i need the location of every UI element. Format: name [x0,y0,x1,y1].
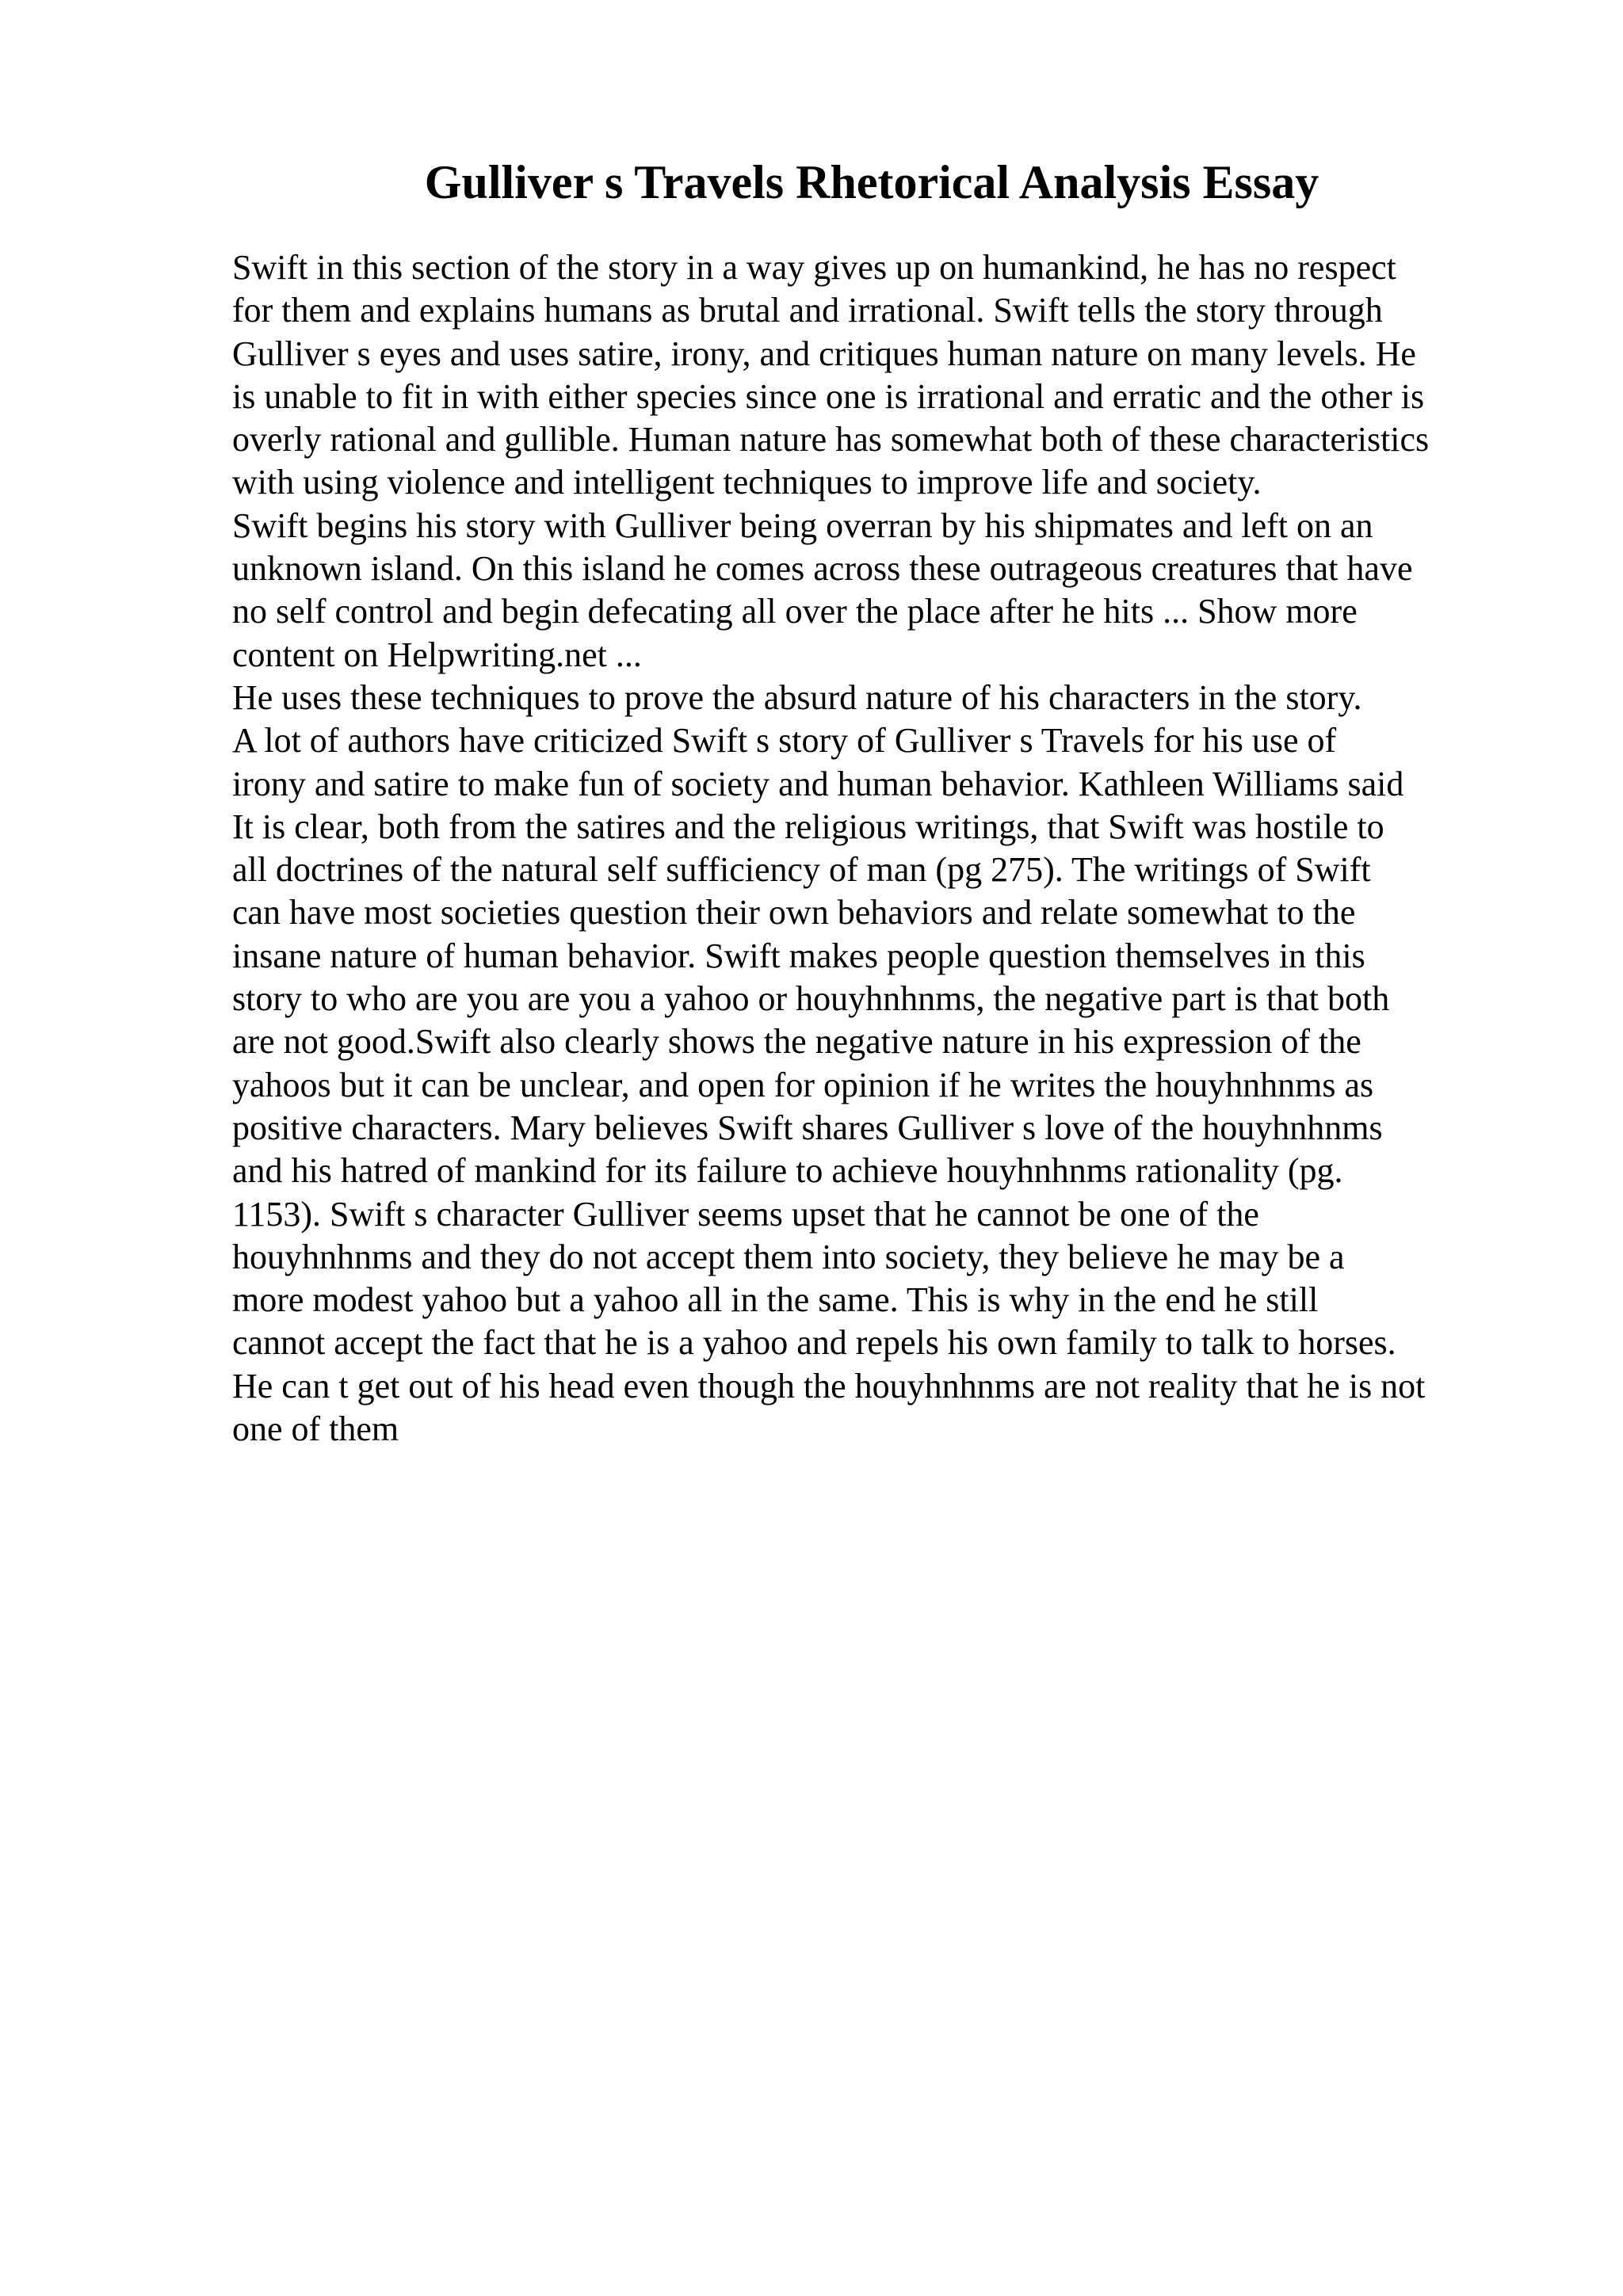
essay-line: Swift in this section of the story in a way gives up on humankind, he has no respect [232,248,1396,287]
essay-line: story to who are you are you a yahoo or houyhnhnms, the negative part is that both [232,979,1390,1019]
document-title: Gulliver s Travels Rhetorical Analysis Essay [424,156,1319,208]
essay-line: It is clear, both from the satires and the religious writings, that Swift was hostile to [232,807,1384,846]
essay-line: all doctrines of the natural self sufficiency of man (pg 275). The writings of Swift [232,850,1371,890]
essay-line: with using violence and intelligent techniques to improve life and society. [232,463,1262,502]
essay-line: for them and explains humans as brutal and irrational. Swift tells the story through [232,291,1383,330]
essay-line: one of them [232,1409,399,1449]
essay-line: Gulliver s eyes and uses satire, irony, and critiques human nature on many levels. He [232,334,1416,373]
essay-line: cannot accept the fact that he is a yahoo and repels his own family to talk to horses. [232,1323,1396,1363]
essay-line: irony and satire to make fun of society and human behavior. Kathleen Williams said [232,764,1404,803]
essay-line: are not good.Swift also clearly shows the negative nature in his expression of the [232,1022,1361,1062]
essay-line: positive characters. Mary believes Swift shares Gulliver s love of the houyhnhnms [232,1108,1383,1147]
essay-line: and his hatred of mankind for its failure to achieve houyhnhnms rationality (pg. [232,1151,1343,1191]
essay-line: no self control and begin defecating all over the place after he hits ... Show more [232,592,1358,631]
essay-line: Swift begins his story with Gulliver being overran by his shipmates and left on an [232,505,1373,545]
essay-line: 1153). Swift s character Gulliver seems upset that he cannot be one of the [232,1194,1259,1234]
essay-line: overly rational and gullible. Human nature has somewhat both of these characteristics [232,420,1430,460]
essay-line: more modest yahoo but a yahoo all in the same. This is why in the end he still [232,1280,1319,1320]
essay-line: yahoos but it can be unclear, and open for opinion if he writes the houyhnhnms as [232,1065,1374,1104]
essay-line: He can t get out of his head even though the houyhnhnms are not reality that he is not [232,1366,1426,1405]
essay-line: houyhnhnms and they do not accept them into society, they believe he may be a [232,1237,1345,1276]
essay-line: A lot of authors have criticized Swift s story of Gulliver s Travels for his use of [232,721,1337,761]
essay-line: He uses these techniques to prove the absurd nature of his characters in the story. [232,677,1362,717]
essay-line: unknown island. On this island he comes across these outrageous creatures that have [232,549,1413,589]
essay-line: is unable to fit in with either species since one is irrational and erratic and the other is [232,376,1425,416]
essay-line: can have most societies question their own behaviors and relate somewhat to the [232,893,1356,933]
essay-body [232,246,1595,1451]
essay-line: insane nature of human behavior. Swift makes people question themselves in this [232,936,1365,975]
essay-line: content on Helpwriting.net ... [232,635,642,674]
